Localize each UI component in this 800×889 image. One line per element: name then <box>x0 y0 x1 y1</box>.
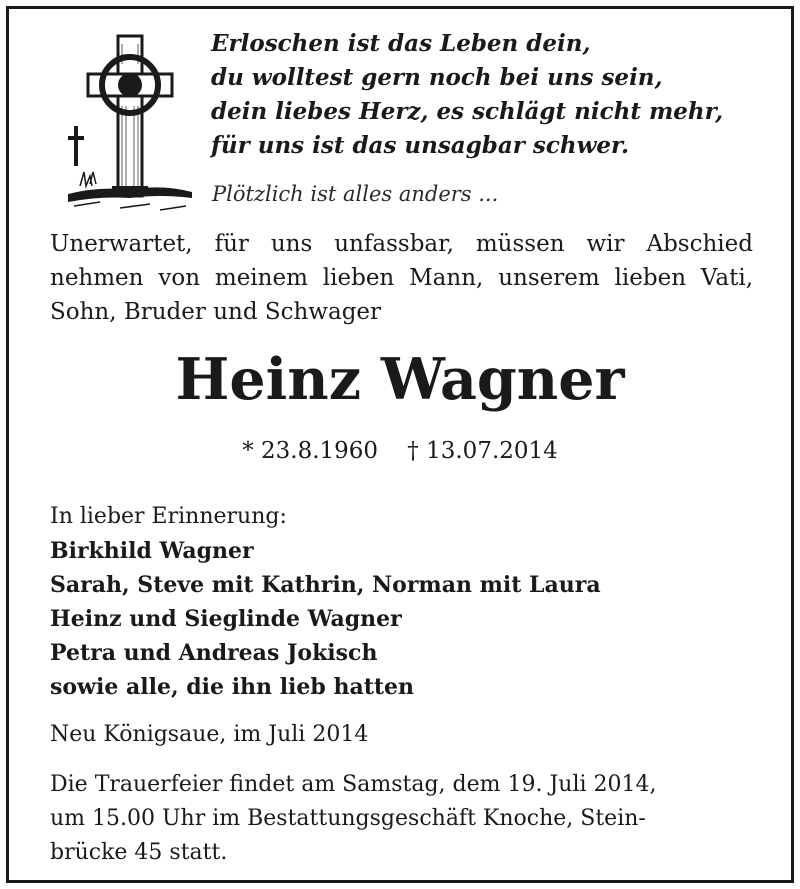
mourner-line: sowie alle, die ihn lieb hatten <box>50 674 415 700</box>
poem-line: Erloschen ist das Leben dein, <box>211 30 591 57</box>
memory-heading: In lieber Erinnerung: <box>50 504 287 529</box>
funeral-line: um 15.00 Uhr im Bestattungsgeschäft Knoche, Stein- <box>50 806 646 831</box>
funeral-line: Die Trauerfeier findet am Samstag, dem 19. Juli 2014, <box>50 772 657 797</box>
intro-text: Unerwartet, für uns unfassbar, müssen wir Abschied nehmen von meinem lieben Mann, unserem lieben Vati, Sohn, Bruder und Schwager <box>50 231 753 325</box>
poem-line: dein liebes Herz, es schlägt nicht mehr, <box>211 98 724 125</box>
celtic-cross-icon <box>60 26 200 216</box>
mourner-line: Petra und Andreas Jokisch <box>50 640 378 666</box>
poem <box>211 27 771 163</box>
poem-subline: Plötzlich ist alles anders ... <box>212 182 499 206</box>
deceased-name: Heinz Wagner <box>175 346 625 413</box>
place-date: Neu Königsaue, im Juli 2014 <box>50 722 369 747</box>
funeral-notice <box>50 768 753 870</box>
poem-line: für uns ist das unsagbar schwer. <box>211 132 630 159</box>
funeral-line: brücke 45 statt. <box>50 840 228 865</box>
mourner-line: Sarah, Steve mit Kathrin, Norman mit Laura <box>50 572 601 598</box>
mourner-line: Birkhild Wagner <box>50 538 254 564</box>
mourner-line: Heinz und Sieglinde Wagner <box>50 606 402 632</box>
life-dates: * 23.8.1960 † 13.07.2014 <box>242 438 558 464</box>
poem-line: du wolltest gern noch bei uns sein, <box>211 64 663 91</box>
mourners-block <box>50 500 601 704</box>
